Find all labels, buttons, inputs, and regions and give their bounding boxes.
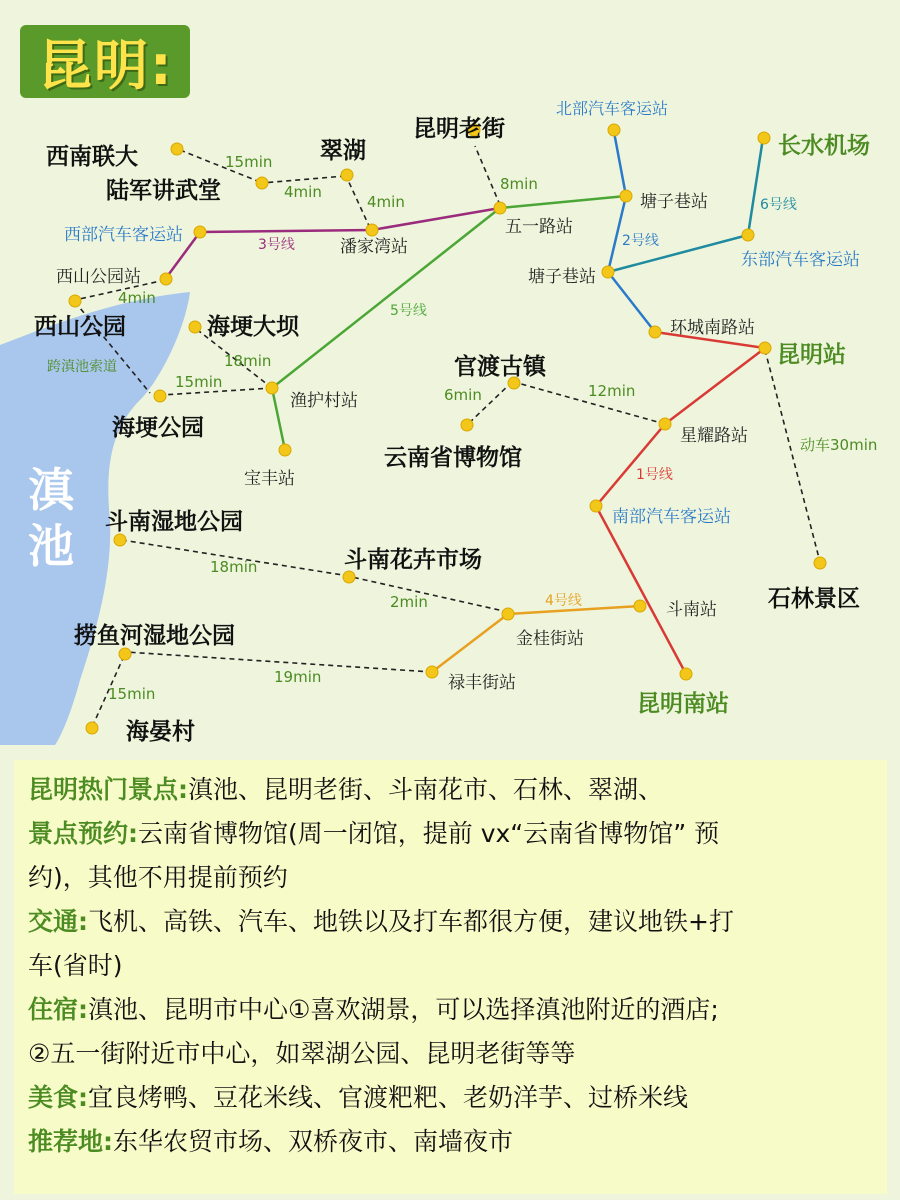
dot-tangzixiang-top — [620, 190, 632, 202]
info-row — [28, 944, 873, 988]
cable-label: 跨滇池索道 — [47, 359, 117, 375]
dash-cuihu-lujun — [262, 176, 345, 183]
label-jingui: 金桂街站 — [516, 629, 584, 649]
time-lujun: 4min — [284, 183, 322, 201]
dot-dounan — [634, 600, 646, 612]
dot-cuihu — [341, 169, 353, 181]
dot-changshui — [758, 132, 770, 144]
dot-shilin — [814, 557, 826, 569]
label-lufeng: 禄丰街站 — [448, 673, 516, 693]
time-museum: 6min — [444, 386, 482, 404]
info-row — [28, 856, 873, 900]
label-shilin: 石林景区 — [768, 586, 860, 612]
label-baofeng: 宝丰站 — [244, 469, 295, 489]
label-panjiawan: 潘家湾站 — [340, 237, 408, 257]
info-text: 东华农贸市场、双桥夜市、南墙夜市 — [113, 1127, 514, 1156]
time-dam: 18min — [224, 352, 272, 370]
label-dounan-flower: 斗南花卉市场 — [344, 547, 482, 573]
dot-kunming-south — [680, 668, 692, 680]
dot-nanbu — [590, 500, 602, 512]
label-tangzixiang-top: 塘子巷站 — [640, 192, 708, 212]
info-key: 美食: — [28, 1083, 88, 1112]
dot-kunming — [759, 342, 771, 354]
time-guandu: 12min — [588, 382, 636, 400]
info-text: ②五一街附近市中心，如翠湖公园、昆明老街等等 — [28, 1039, 576, 1068]
label-xishan-park: 西山公园 — [34, 314, 126, 340]
label-kunming-south: 昆明南站 — [637, 691, 729, 717]
dot-yuhucun — [266, 382, 278, 394]
time-haigeng: 15min — [175, 373, 223, 391]
label-haigeng-dam: 海埂大坝 — [207, 314, 299, 340]
dot-lujun — [256, 177, 268, 189]
time-laojie: 8min — [500, 175, 538, 193]
info-row — [28, 812, 873, 856]
label-beibu: 北部汽车客运站 — [556, 99, 669, 118]
info-panel — [14, 760, 887, 1194]
dash-jingui-flower — [352, 577, 508, 612]
dot-lufeng — [426, 666, 438, 678]
info-key: 住宿: — [28, 995, 88, 1024]
lake-label-2: 池 — [28, 519, 74, 573]
label-lianda: 西南联大 — [46, 144, 138, 170]
label-laoyuhe: 捞鱼河湿地公园 — [74, 623, 235, 649]
dot-haigeng-park — [154, 390, 166, 402]
time-xishan: 4min — [118, 289, 156, 307]
dot-tangzixiang — [602, 266, 614, 278]
time-dounan: 18min — [210, 558, 258, 576]
dot-haigeng-dam — [189, 321, 201, 333]
label-dounan-wetland: 斗南湿地公园 — [105, 509, 243, 535]
info-row — [28, 1120, 873, 1164]
info-key: 交通: — [28, 907, 88, 936]
line3-track — [200, 208, 500, 232]
info-row — [28, 1032, 873, 1076]
time-cuihu: 4min — [367, 193, 405, 211]
label-wuyilu: 五一路站 — [505, 217, 573, 237]
label-haigeng-park: 海埂公园 — [112, 415, 204, 441]
label-yuhucun: 渔护村站 — [290, 391, 358, 411]
time-haiyan: 15min — [108, 685, 156, 703]
line4-label: 4号线 — [545, 593, 582, 609]
info-key: 昆明热门景点: — [28, 775, 188, 804]
line3-label: 3号线 — [258, 237, 295, 253]
label-dongbu: 东部汽车客运站 — [741, 250, 860, 270]
time-lianda: 15min — [225, 153, 273, 171]
info-row — [28, 768, 873, 812]
dot-jingui — [502, 608, 514, 620]
info-key: 推荐地: — [28, 1127, 113, 1156]
info-text: 滇池、昆明老街、斗南花市、石林、翠湖、 — [188, 775, 664, 804]
label-haiyan: 海晏村 — [126, 719, 195, 745]
dot-xishan-station — [160, 273, 172, 285]
info-row — [28, 900, 873, 944]
dot-xishan-park — [69, 295, 81, 307]
label-museum: 云南省博物馆 — [384, 445, 522, 471]
dot-baofeng — [279, 444, 291, 456]
label-xibu: 西部汽车客运站 — [64, 225, 183, 245]
dot-beibu — [608, 124, 620, 136]
label-tangzixiang: 塘子巷站 — [528, 267, 596, 287]
dot-huanchengnan — [649, 326, 661, 338]
lake-label-1: 滇 — [28, 463, 74, 517]
label-laojie: 昆明老街 — [413, 116, 505, 142]
label-guandu: 官渡古镇 — [454, 354, 546, 380]
label-cuihu: 翠湖 — [320, 138, 366, 164]
info-text: 飞机、高铁、汽车、地铁以及打车都很方便，建议地铁+打 — [88, 907, 734, 936]
label-nanbu: 南部汽车客运站 — [612, 507, 731, 527]
info-text: 约)，其他不用提前预约 — [28, 863, 288, 892]
line1-label: 1号线 — [636, 467, 673, 483]
label-huanchengnan: 环城南路站 — [670, 318, 755, 338]
info-text: 宜良烤鸭、豆花米线、官渡粑粑、老奶洋芋、过桥米线 — [88, 1083, 689, 1112]
dot-dongbu — [742, 229, 754, 241]
line6-label: 6号线 — [760, 197, 797, 213]
label-xingyao: 星耀路站 — [680, 426, 748, 446]
label-changshui: 长水机场 — [778, 133, 870, 159]
line5-label: 5号线 — [390, 303, 427, 319]
title-badge — [20, 25, 190, 98]
info-text: 云南省博物馆(周一闭馆，提前 vx“云南省博物馆” 预 — [138, 819, 720, 848]
time-laoyuhe: 19min — [274, 668, 322, 686]
info-row — [28, 1076, 873, 1120]
line2-label: 2号线 — [622, 233, 659, 249]
info-row — [28, 988, 873, 1032]
label-kunming-station: 昆明站 — [777, 342, 846, 368]
dot-xingyao — [659, 418, 671, 430]
dash-kunming-shilin — [765, 350, 820, 562]
dash-wuyilu-laojie — [475, 146, 500, 205]
page-title: 昆明: — [38, 34, 174, 97]
dot-lianda — [171, 143, 183, 155]
info-key: 景点预约: — [28, 819, 138, 848]
dot-haiyan — [86, 722, 98, 734]
label-xishan-station: 西山公园站 — [56, 267, 141, 287]
label-dounan-station: 斗南站 — [666, 600, 717, 620]
time-flower: 2min — [390, 593, 428, 611]
dot-xibu — [194, 226, 206, 238]
label-lujun: 陆军讲武堂 — [106, 178, 221, 204]
time-shilin: 动车30min — [800, 436, 878, 454]
info-text: 车(省时) — [28, 951, 123, 980]
info-text: 滇池、昆明市中心①喜欢湖景，可以选择滇池附近的酒店; — [88, 995, 719, 1024]
dot-museum — [461, 419, 473, 431]
